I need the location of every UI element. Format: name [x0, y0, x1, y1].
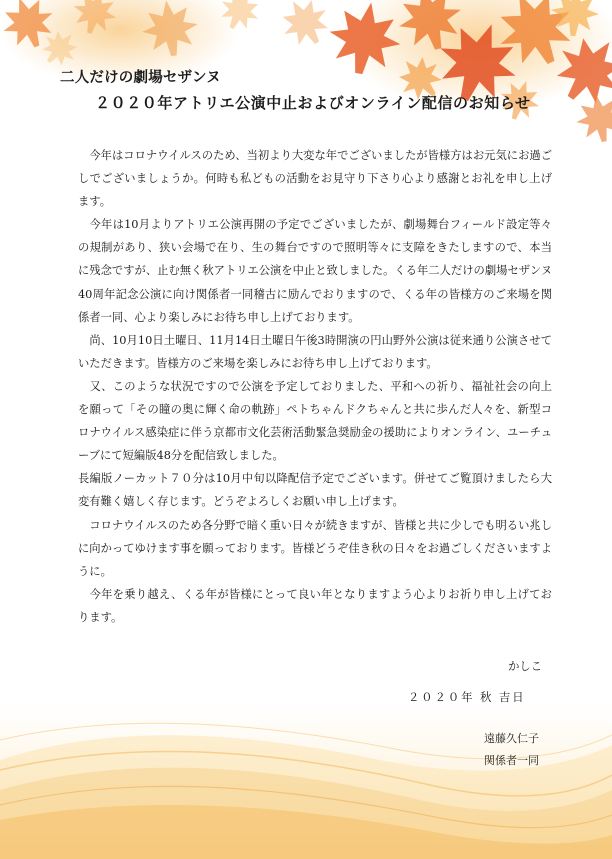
- paragraph: [78, 583, 552, 629]
- paragraph: [78, 514, 552, 583]
- letter-body: [78, 144, 552, 629]
- letter-date: ２０２０年 秋 吉日: [408, 691, 526, 704]
- closing-word: かしこ: [508, 660, 542, 673]
- paragraph-text: コロナウイルスのため各分野で暗く重い日々が続きますが、皆様と共に少しでも明るい兆しに向かってゆけます事を願っております。皆様どうぞ佳き秋の日々をお過ごしくださいますように。: [78, 518, 552, 578]
- paragraph: [78, 329, 552, 375]
- paragraph-indent: [78, 149, 89, 162]
- paragraph-text: 今年を乗り越え、くる年が皆様にとって良い年となりますよう心よりお祈り申し上げております。: [78, 587, 552, 624]
- paragraph-indent: [78, 218, 90, 231]
- paragraph-text: 尚、10月10日土曜日、11月14日土曜日午後3時開演の円山野外公演は従来通り公演させていただきます。皆様方のご来場を楽しみにお待ち申し上げております。: [78, 333, 552, 370]
- troupe-name: 二人だけの劇場セザンヌ: [60, 70, 221, 86]
- signatory-group: 関係者一同: [484, 754, 539, 767]
- paragraph-indent: [78, 519, 89, 532]
- paragraph-text: 又、このような状況ですので公演を予定しておりました、平和への祈り、福祉社会の向上を願って「その瞳の奥に輝く命の軌跡」ペトちゃんドクちゃんと共に歩んだ人々を、新型コロナウイルス感染症に伴う京都市文化芸術活動緊急奨励金の援助によりオンライン、ユーチューブにて短編版48分を配信致しました。: [78, 379, 552, 463]
- paragraph-text: 今年はコロナウイルスのため、当初より大変な年でございましたが皆様方はお元気にお過ごしでございましょうか。何時も私どもの活動をお見守り下さり心より感謝とお礼を申し上げます。: [78, 149, 552, 209]
- paragraph: [78, 144, 552, 213]
- paragraph: [78, 467, 552, 513]
- letter-title: ２０２０年アトリエ公演中止およびオンライン配信のお知らせ: [95, 94, 531, 112]
- paragraph-indent: [78, 334, 89, 347]
- paragraph-indent: [78, 380, 90, 393]
- paragraph-text: 長編版ノーカット７０分は10月中旬以降配信予定でございます。併せてご覧頂けましたら大変有難く嬉しく存じます。どうぞよろしくお願い申し上げます。: [78, 472, 552, 509]
- author-name: 遠藤久仁子: [484, 732, 539, 745]
- paragraph-text: 今年は10月よりアトリエ公演再開の予定でございましたが、劇場舞台フィールド設定等々の規制があり、狭い会場で在り、生の舞台ですので照明等々に支障をきたしますので、本当に残念ですが、止む無く秋アトリエ公演を中止と致しました。くる年二人だけの劇場セザンヌ40周年記念公演に向け関係者一同稽古に励んでおりますので、くる年の皆様方のご来場を関係者一同、心より楽しみにお待ち申し上げております。: [78, 218, 552, 324]
- paragraph: [78, 213, 552, 328]
- paragraph-indent: [78, 588, 90, 601]
- paragraph: [78, 375, 552, 467]
